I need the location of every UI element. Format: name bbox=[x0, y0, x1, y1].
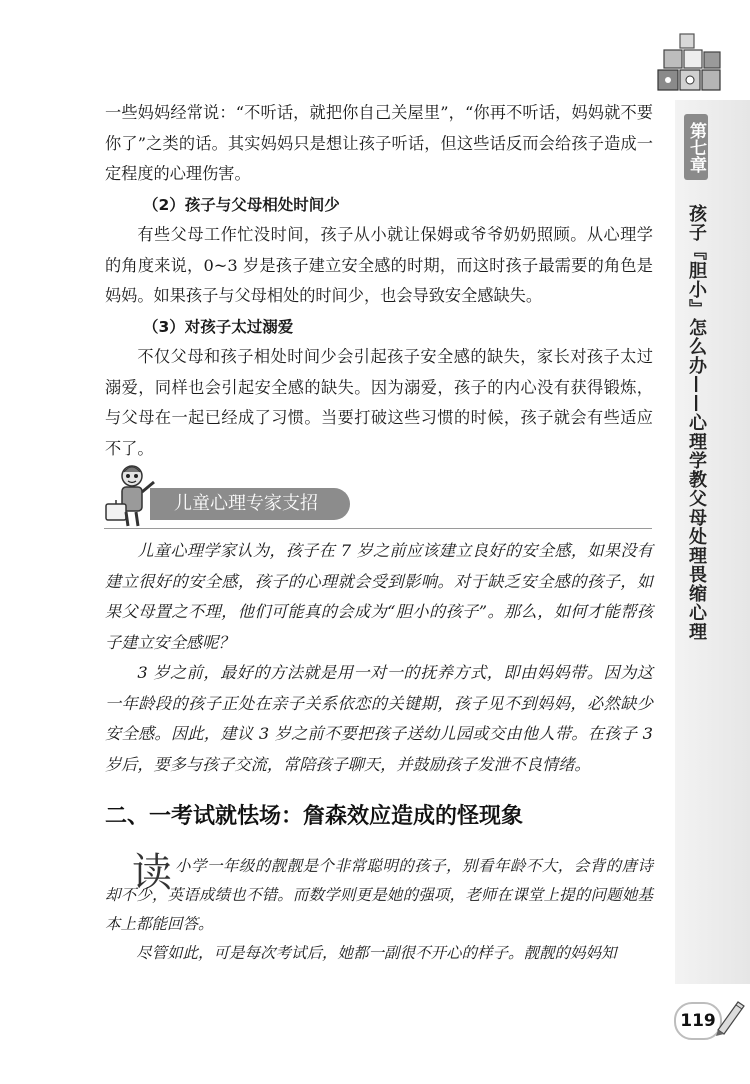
cube-decoration-icon bbox=[654, 30, 726, 96]
reading-text bbox=[105, 852, 653, 968]
page-number: 119 bbox=[674, 1002, 722, 1040]
section-heading: 二、一考试就怯场：詹森效应造成的怪现象 bbox=[105, 804, 524, 829]
expert-banner-label: 儿童心理专家支招 bbox=[174, 493, 318, 514]
paragraph-2: 有些父母工作忙没时间，孩子从小就让保姆或爷爷奶奶照顾。从心理学的角度来说，0~3 岁是孩子建立安全感的时期，而这时孩子最需要的角色是妈妈。如果孩子与父母相处的时间少，也会导致安全感缺失。 bbox=[105, 225, 653, 305]
main-text bbox=[105, 98, 653, 464]
expert-paragraph-1: 儿童心理学家认为，孩子在 7 岁之前应该建立良好的安全感，如果没有建立很好的安全感，孩子的心理就会受到影响。对于缺乏安全感的孩子，如果父母置之不理，他们可能真的会成为“胆小的孩子”。那么，如何才能帮孩子建立安全感呢？ bbox=[105, 541, 653, 652]
subheading-2: （2）孩子与父母相处时间少 bbox=[143, 195, 340, 214]
pencil-icon bbox=[712, 996, 746, 1036]
reading-paragraph-1: 小学一年级的靓靓是个非常聪明的孩子，别看年龄不大，会背的唐诗却不少，英语成绩也不错。而数学则更是她的强项，老师在课堂上提的问题她基本上都能回答。 bbox=[105, 857, 653, 933]
subheading-3: （3）对孩子太过溺爱 bbox=[143, 317, 294, 336]
chapter-tab: 第七章 bbox=[684, 114, 708, 180]
paragraph-3: 不仅父母和孩子相处时间少会引起孩子安全感的缺失，家长对孩子太过溺爱，同样也会引起安全感的缺失。因为溺爱，孩子的内心没有获得锻炼，与父母在一起已经成了习惯。当要打破这些习惯的时候，孩子就会有些适应不了。 bbox=[105, 347, 653, 458]
reading-paragraph-2: 尽管如此，可是每次考试后，她都一副很不开心的样子。靓靓的妈妈知 bbox=[136, 944, 617, 962]
paragraph-intro: 一些妈妈经常说：“不听话，就把你自己关屋里”，“你再不听话，妈妈就不要你了”之类的话。其实妈妈只是想让孩子听话，但这些话反而会给孩子造成一定程度的心理伤害。 bbox=[105, 103, 653, 183]
dropcap: 读 bbox=[132, 850, 172, 896]
expert-paragraph-2: 3 岁之前，最好的方法就是用一对一的抚养方式，即由妈妈带。因为这一年龄段的孩子正处在亲子关系依恋的关键期，孩子见不到妈妈，必然缺少安全感。因此，建议 3 岁之前不要把孩子送幼儿园或交由他人带。在孩子 3 岁后，要多与孩子交流，常陪孩子聊天，并鼓励孩子发泄不良情绪。 bbox=[105, 663, 653, 774]
divider bbox=[104, 528, 652, 529]
chapter-title: 孩子『胆小』怎么办——心理学教父母处理畏缩心理 bbox=[686, 204, 707, 641]
expert-text bbox=[105, 536, 653, 780]
